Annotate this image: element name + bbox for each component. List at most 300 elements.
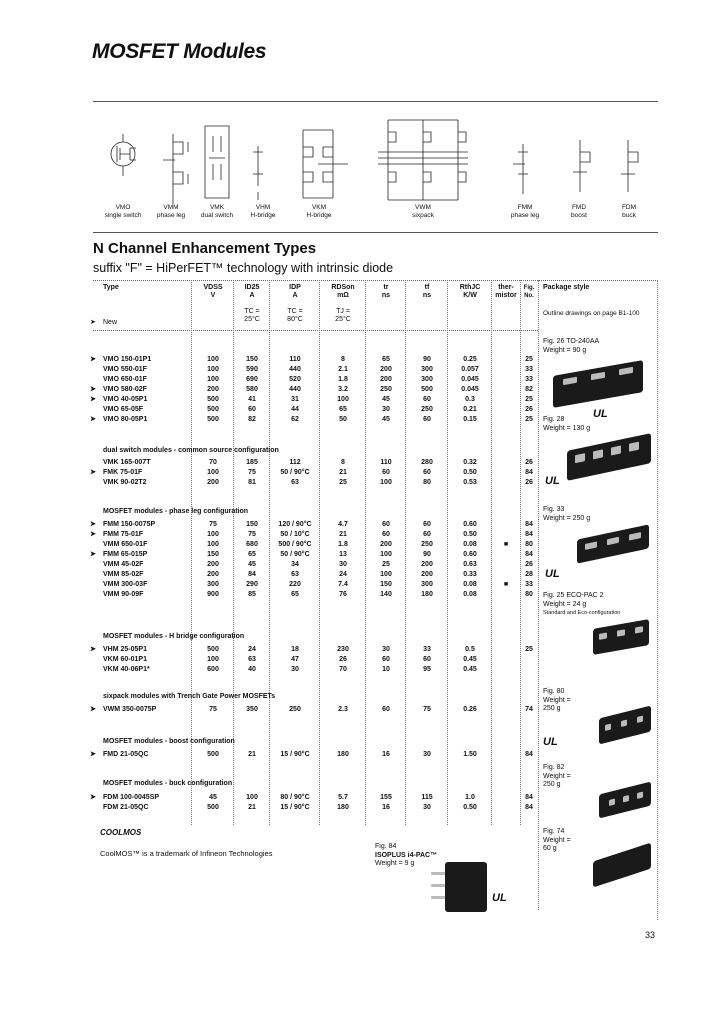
row-cell: 5.7 [338,794,348,801]
row-cell: 100 [207,366,219,373]
diagram-vmm: VMM phase leg [156,204,186,219]
row-cell: 0.60 [463,521,477,528]
row-cell: 200 [207,571,219,578]
diagram-vhm: VHM H-bridge [250,204,276,219]
ul-mark-icon: UL [545,475,560,487]
row-cell: 30 [382,406,390,413]
row-cell: 63 [248,656,256,663]
row-cell: 50 / 10°C [280,531,310,538]
row-cell: 82 [525,386,533,393]
row-cell: 26 [525,459,533,466]
row-cell: 84 [525,531,533,538]
group-h-bridge: MOSFET modules - H bridge configuration [103,633,245,640]
row-cell: 81 [248,479,256,486]
pkg-fig28: Fig. 28 Weight = 130 g [543,416,591,432]
row-cell: 1.50 [463,751,477,758]
hdr-vdss: VDSS V [203,284,223,299]
row-type: FMM 75-01F [103,531,144,538]
new-marker-icon: ➤ [90,706,96,713]
row-cell: 84 [525,804,533,811]
row-cell: 0.045 [461,386,479,393]
table-row [90,520,538,530]
row-cell: 112 [289,459,301,466]
row-cell: 13 [339,551,347,558]
new-marker-icon: ➤ [90,319,96,326]
group-phase-leg: MOSFET modules - phase leg configuration [103,508,249,515]
row-cell: 0.5 [465,646,475,653]
group-boost: MOSFET modules - boost configuration [103,738,235,745]
ul-mark-icon: UL [543,736,558,748]
suffix-note: suffix "F" = HiPerFET™ technology with intrinsic diode [93,261,394,275]
table-row [93,478,538,488]
cond-tc25: TC = 25°C [244,308,260,323]
row-cell: 500 / 90°C [278,541,312,548]
row-cell: 44 [291,406,299,413]
col-divider [657,280,658,920]
circuit-diagram-strip [93,101,658,233]
row-type: FMK 75-01F [103,469,143,476]
row-cell: 60 [423,656,431,663]
row-cell: 1.8 [338,376,348,383]
row-cell: 300 [421,366,433,373]
row-cell: ■ [503,541,509,548]
row-cell: 200 [207,561,219,568]
row-cell: 500 [207,646,219,653]
row-cell: 115 [421,794,433,801]
row-cell: 0.3 [465,396,475,403]
package-image-fig28 [567,433,651,481]
pkg-fig26: Fig. 26 TO-240AA Weight = 90 g [543,338,600,354]
row-cell: 0.045 [461,376,479,383]
row-cell: 0.057 [461,366,479,373]
row-cell: 300 [421,581,433,588]
table-row [93,540,538,550]
row-cell: 74 [525,706,533,713]
table-row [93,580,538,590]
row-cell: 24 [248,646,256,653]
table-row [90,705,538,715]
row-cell: 250 [421,406,433,413]
row-type: VMM 90-09F [103,591,144,598]
row-cell: 0.45 [463,666,477,673]
hdr-fig: Fig. No. [523,285,535,299]
table-row [90,530,538,540]
diagram-vmo: VMO single switch [104,204,142,219]
row-type: FDM 100-0045SP [103,794,160,801]
row-cell: 30 [382,646,390,653]
row-cell: 15 / 90°C [280,751,310,758]
new-marker-icon: ➤ [90,531,96,538]
table-row [90,550,538,560]
row-type: VMM 300-03F [103,581,148,588]
group-buck: MOSFET modules - buck configuration [103,780,233,787]
row-cell: 30 [423,804,431,811]
row-cell: 250 [421,541,433,548]
row-cell: 50 / 90°C [280,469,310,476]
diagram-fmm: FMM phase leg [510,204,540,219]
row-cell: 45 [248,561,256,568]
new-marker-icon: ➤ [90,521,96,528]
row-type: VMO 580-02F [103,386,147,393]
row-cell: 0.25 [463,356,477,363]
package-image-to240aa [553,360,643,408]
table-row [90,793,538,803]
row-cell: 30 [291,666,299,673]
table-top-rule [93,280,658,281]
row-cell: 45 [209,794,217,801]
row-cell: 75 [209,521,217,528]
package-image-fig74 [593,843,651,888]
row-cell: 500 [207,406,219,413]
cond-tj25: TJ = 25°C [335,308,351,323]
table-row [90,395,538,405]
row-cell: 690 [246,376,258,383]
row-type: VMO 150-01P1 [103,356,152,363]
row-cell: 8 [341,459,345,466]
row-type: VMO 550-01F [103,366,147,373]
row-cell: 40 [248,666,256,673]
new-label: New [103,319,118,326]
row-cell: 0.15 [463,416,477,423]
row-type: VMK 90-02T2 [103,479,147,486]
row-cell: 90 [423,551,431,558]
row-cell: 0.08 [463,581,477,588]
row-type: VMO 40-05P1 [103,396,148,403]
new-marker-icon: ➤ [90,794,96,801]
table-row [90,750,538,760]
row-cell: 0.33 [463,571,477,578]
row-cell: 7.4 [338,581,348,588]
row-cell: 75 [423,706,431,713]
table-row [93,665,538,675]
row-cell: 60 [382,521,390,528]
hdr-type: Type [103,284,119,291]
row-cell: 350 [246,706,258,713]
row-type: VMO 80-05P1 [103,416,148,423]
coolmos-note: CoolMOS™ is a trademark of Infineon Technologies [100,849,273,858]
row-cell: 65 [291,591,299,598]
row-cell: 440 [289,386,301,393]
row-cell: 100 [207,356,219,363]
row-cell: 4.7 [338,521,348,528]
row-cell: 0.21 [463,406,477,413]
row-cell: 30 [339,561,347,568]
row-cell: 84 [525,751,533,758]
row-cell: 84 [525,521,533,528]
table-row [93,458,538,468]
row-cell: 25 [525,356,533,363]
new-marker-icon: ➤ [90,386,96,393]
row-cell: 100 [207,469,219,476]
section-title: N Channel Enhancement Types [93,240,317,257]
ul-mark-icon: UL [545,568,560,580]
row-cell: 200 [421,571,433,578]
row-cell: 62 [291,416,299,423]
table-row [93,560,538,570]
row-cell: 100 [207,376,219,383]
row-cell: 60 [382,656,390,663]
row-cell: 85 [248,591,256,598]
row-cell: 150 [246,356,258,363]
row-cell: 80 [525,591,533,598]
row-cell: 100 [246,794,258,801]
row-cell: 440 [289,366,301,373]
row-cell: 0.63 [463,561,477,568]
row-cell: 230 [337,646,349,653]
row-cell: 47 [291,656,299,663]
new-marker-icon: ➤ [90,751,96,758]
row-cell: 16 [382,751,390,758]
row-type: VWM 350-0075P [103,706,157,713]
row-type: FMM 150-0075P [103,521,156,528]
table-row [93,570,538,580]
row-type: VMM 650-01F [103,541,148,548]
row-cell: 70 [339,666,347,673]
cond-tc80: TC = 80°C [287,308,303,323]
row-cell: 33 [525,581,533,588]
diagram-vmk: VMK dual switch [200,204,234,219]
row-cell: 520 [289,376,301,383]
row-cell: 26 [339,656,347,663]
row-cell: 65 [248,551,256,558]
page-number: 33 [645,930,656,940]
row-cell: 25 [382,561,390,568]
row-cell: 100 [380,551,392,558]
row-cell: 120 / 90°C [278,521,312,528]
row-cell: 25 [525,416,533,423]
row-cell: 24 [339,571,347,578]
row-cell: 60 [382,469,390,476]
row-cell: 590 [246,366,258,373]
row-cell: 0.60 [463,551,477,558]
row-cell: 200 [380,541,392,548]
row-cell: 26 [525,479,533,486]
row-cell: 21 [248,804,256,811]
row-cell: 1.8 [338,541,348,548]
group-dual-switch: dual switch modules - common source configuration [103,447,279,454]
row-cell: 60 [423,531,431,538]
row-cell: 200 [421,561,433,568]
row-cell: 600 [207,666,219,673]
diagram-vkm: VKM H-bridge [306,204,332,219]
row-cell: 280 [421,459,433,466]
row-cell: 140 [380,591,392,598]
row-cell: 25 [339,479,347,486]
table-row [93,803,538,813]
row-cell: 10 [382,666,390,673]
row-cell: 84 [525,794,533,801]
table-row [90,385,538,395]
row-cell: 21 [248,751,256,758]
row-cell: 0.32 [463,459,477,466]
new-marker-icon: ➤ [90,356,96,363]
pkg-fig25: Fig. 25 ECO-PAC 2 Weight = 24 g Standard and Eco-configuration [543,592,621,616]
row-cell: 3.2 [338,386,348,393]
row-cell: 18 [291,646,299,653]
row-cell: 110 [289,356,301,363]
row-cell: 60 [423,416,431,423]
hdr-tr: tr ns [381,284,391,299]
row-cell: 84 [248,571,256,578]
hdr-idp: IDP A [289,284,301,299]
row-cell: 75 [248,531,256,538]
row-cell: 180 [421,591,433,598]
row-cell: 200 [380,366,392,373]
row-cell: 300 [421,376,433,383]
row-cell: 100 [207,541,219,548]
package-image-fig33 [577,524,649,563]
hdr-tf: tf ns [422,284,432,299]
new-marker-icon: ➤ [90,646,96,653]
row-cell: 0.50 [463,469,477,476]
row-cell: 60 [382,706,390,713]
row-cell: 31 [291,396,299,403]
header-rule [93,330,538,331]
row-cell: 0.26 [463,706,477,713]
row-type: FMD 21-05QC [103,751,149,758]
row-cell: 580 [246,386,258,393]
row-cell: 60 [423,396,431,403]
row-cell: 0.45 [463,656,477,663]
mosfet-table [90,280,658,852]
new-marker-icon: ➤ [90,551,96,558]
row-cell: 60 [382,531,390,538]
row-cell: 900 [207,591,219,598]
row-cell: 63 [291,571,299,578]
row-cell: 65 [339,406,347,413]
row-cell: 28 [525,571,533,578]
row-cell: 0.50 [463,531,477,538]
row-cell: 1.0 [465,794,475,801]
row-cell: 100 [337,396,349,403]
new-marker-icon: ➤ [90,469,96,476]
row-cell: 95 [423,666,431,673]
row-cell: ■ [503,581,509,588]
row-cell: 500 [207,396,219,403]
row-cell: 80 [423,479,431,486]
row-cell: 60 [423,469,431,476]
row-cell: 33 [525,366,533,373]
table-row [93,375,538,385]
package-image-ecopac2 [593,619,649,655]
row-cell: 200 [380,376,392,383]
row-cell: 75 [248,469,256,476]
row-cell: 2.1 [338,366,348,373]
table-row [90,415,538,425]
row-cell: 290 [246,581,258,588]
row-cell: 8 [341,356,345,363]
row-cell: 84 [525,469,533,476]
row-cell: 0.08 [463,591,477,598]
row-cell: 0.53 [463,479,477,486]
row-cell: 0.50 [463,804,477,811]
row-cell: 65 [382,356,390,363]
row-type: VMO 650-01F [103,376,147,383]
row-cell: 90 [423,356,431,363]
row-type: VKM 40-06P1* [103,666,150,673]
row-cell: 150 [246,521,258,528]
row-cell: 185 [246,459,258,466]
diagram-vwm: VWM sixpack [412,204,434,219]
table-row [93,655,538,665]
hdr-id25: ID25 A [244,284,260,299]
row-cell: 155 [380,794,392,801]
row-cell: 220 [289,581,301,588]
row-cell: 82 [248,416,256,423]
page-title: MOSFET Modules [92,40,267,63]
package-image-i4pac [445,862,487,912]
row-cell: 500 [421,386,433,393]
hdr-package: Package style [543,284,590,291]
row-cell: 680 [246,541,258,548]
row-cell: 0.08 [463,541,477,548]
row-cell: 21 [339,531,347,538]
row-cell: 30 [423,751,431,758]
new-marker-icon: ➤ [90,396,96,403]
row-cell: 26 [525,406,533,413]
table-row [90,355,538,365]
hdr-rthjc: RthJC K/W [459,284,481,299]
coolmos-logo: COOLMOS [100,828,142,837]
hdr-rdson: RDSon mΩ [331,284,355,299]
row-cell: 16 [382,804,390,811]
row-type: VKM 60-01P1 [103,656,147,663]
row-type: VHM 25-05P1 [103,646,147,653]
ul-mark-icon: UL [593,408,608,420]
row-cell: 25 [525,396,533,403]
table-row [90,645,538,655]
row-type: VMK 165-007T [103,459,151,466]
row-cell: 100 [207,531,219,538]
row-cell: 110 [380,459,392,466]
row-cell: 180 [337,751,349,758]
row-cell: 70 [209,459,217,466]
row-cell: 34 [291,561,299,568]
row-type: VMM 85-02F [103,571,144,578]
package-image-fig82 [599,782,651,819]
row-cell: 80 [525,541,533,548]
row-cell: 76 [339,591,347,598]
row-cell: 45 [382,396,390,403]
pkg-fig80: Fig. 80 Weight = 250 g [543,688,571,712]
table-row [93,365,538,375]
table-row [93,405,538,415]
col-divider [538,280,539,910]
table-row [93,590,538,600]
row-cell: 150 [207,551,219,558]
diagram-fdm: FDM buck [621,204,637,219]
row-type: FMM 65-015P [103,551,148,558]
pkg-fig84: Fig. 84 ISOPLUS i4-PAC™ Weight = 9 g [375,843,438,867]
row-cell: 200 [207,479,219,486]
pkg-fig33: Fig. 33 Weight = 250 g [543,506,591,522]
row-type: FDM 21-05QC [103,804,149,811]
row-cell: 25 [525,646,533,653]
row-cell: 75 [209,706,217,713]
outline-note: Outline drawings on page B1-100 [543,310,640,317]
ul-mark-icon: UL [492,892,507,904]
row-cell: 100 [380,571,392,578]
pkg-fig82: Fig. 82 Weight = 250 g [543,764,571,788]
row-cell: 300 [207,581,219,588]
row-cell: 80 / 90°C [280,794,310,801]
row-cell: 33 [525,376,533,383]
row-cell: 50 / 90°C [280,551,310,558]
row-cell: 150 [380,581,392,588]
row-cell: 50 [339,416,347,423]
row-cell: 500 [207,416,219,423]
row-type: VMO 65-05F [103,406,144,413]
